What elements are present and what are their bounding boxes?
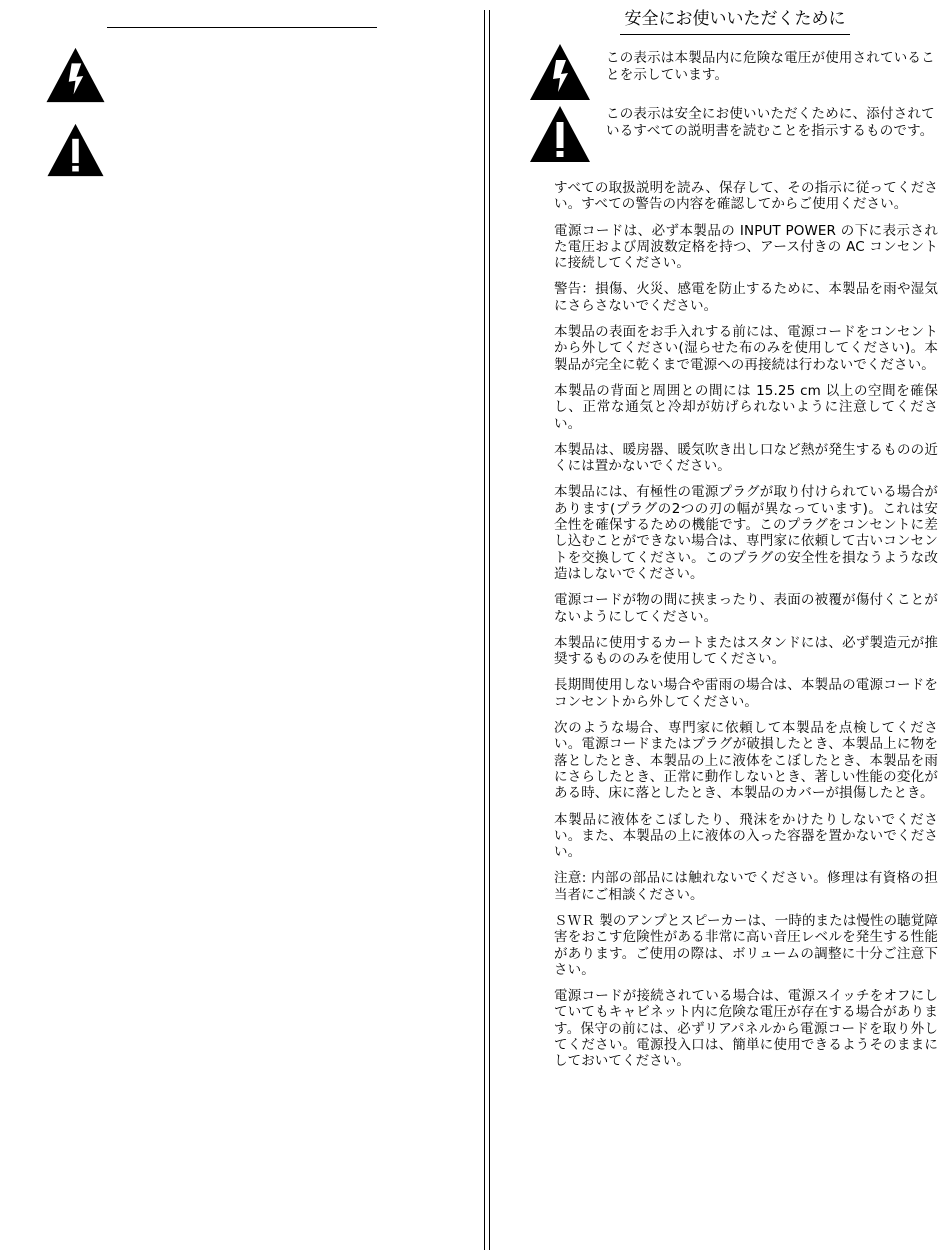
paragraph: 本製品には、有極性の電源プラグが取り付けられている場合があります(プラグの2つの刃の幅が異なっています)。これは安全性を確保するための機能です。このプラグをコンセントに差し込むことができない場合は、専門家に依頼して古いコンセントを交換してください。このプラグの安全性を損なうような改造はしないでください。 (554, 484, 938, 582)
paragraph: 注意: 内部の部品には触れないでください。修理は有資格の担当者にご相談ください。 (554, 870, 938, 903)
voltage-notice (528, 42, 940, 104)
paragraph: 長期間使用しない場合や雷雨の場合は、本製品の電源コードをコンセントから外してください。 (554, 677, 938, 710)
manual-notice-text: この表示は安全にお使いいただくために、添付されているすべての説明書を読むことを指示するものです。 (606, 106, 935, 139)
paragraph: 本製品の背面と周囲との間には 15.25 cm 以上の空間を確保し、正常な通気と冷却が妨げられないように注意してください。 (554, 382, 938, 432)
column-divider-left (484, 10, 485, 1250)
paragraph: 電源コードが物の間に挟まったり、表面の被覆が傷付くことがないようにしてください。 (554, 592, 938, 625)
voltage-notice-text: この表示は本製品内に危険な電圧が使用されていることを示しています。 (606, 50, 935, 83)
manual-notice (528, 104, 940, 166)
paragraph: 警告：損傷、火災、感電を防止するために、本製品を雨や湿気にさらさないでください。 (554, 281, 938, 314)
paragraph: 本製品に液体をこぼしたり、飛沫をかけたりしないでください。また、本製品の上に液体の入った容器を置かないでください。 (554, 811, 938, 861)
paragraph: すべての取扱説明を読み、保存して、その指示に従ってください。すべての警告の内容を確認してからご使用ください。 (554, 180, 938, 213)
paragraph: 本製品は、暖房器、暖気吹き出し口など熱が発生するものの近くには置かないでください。 (554, 441, 938, 475)
lightning-triangle-icon (44, 46, 107, 108)
exclamation-triangle-icon (528, 104, 592, 164)
safety-paragraphs (554, 180, 938, 1080)
left-title-underline (107, 27, 377, 28)
paragraph: 本製品に使用するカートまたはスタンドには、必ず製造元が推奨するもののみを使用してください。 (554, 634, 938, 668)
lightning-triangle-icon (528, 42, 592, 102)
paragraph: 次のような場合、専門家に依頼して本製品を点検してください。電源コードまたはプラグが破損したとき、本製品上に物を落としたとき、本製品の上に液体をこぼしたとき、本製品を雨にさらしたとき、正常に動作しないとき、著しい性能の変化がある時、床に落としたとき、本製品のカバーが損傷したとき。 (554, 720, 938, 802)
paragraph: 本製品の表面をお手入れする前には、電源コードをコンセントから外してください(湿らせた布のみを使用してください)。本製品が完全に乾くまで電源への再接続は行わないでください。 (554, 324, 938, 373)
section-title: 安全にお使いいただくために (620, 6, 850, 35)
paragraph: ＳＷＲ 製のアンプとスピーカーは、一時的または慢性の聴覚障害をおこす危険性がある非常に高い音圧レベルを発生する性能があります。ご使用の際は、ボリュームの調整に十分ご注意下さい。 (554, 912, 938, 978)
paragraph: 電源コードは、必ず本製品の INPUT POWER の下に表示された電圧および周波数定格を持つ、アース付きの AC コンセントに接続してください。 (554, 222, 938, 272)
column-divider-right (489, 10, 490, 1250)
exclamation-triangle-icon (44, 122, 107, 182)
paragraph: 電源コードが接続されている場合は、電源スイッチをオフにしていてもキャビネット内に危険な電圧が存在する場合があります。保守の前には、必ずリアパネルから電源コードを取り外してください。電源投入口は、簡単に使用できるようそのままにしておいてください。 (554, 988, 938, 1070)
